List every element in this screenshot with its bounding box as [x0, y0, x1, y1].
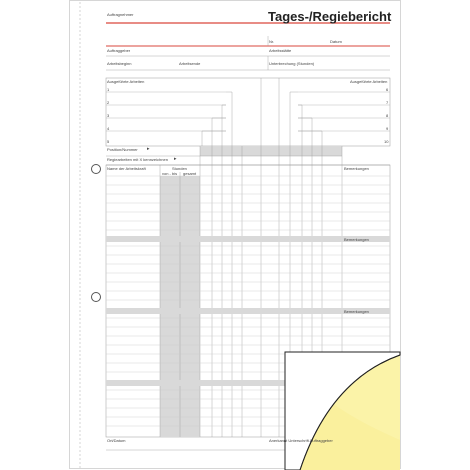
tasks-left-label: Ausgeführte Arbeiten — [107, 79, 145, 84]
task-number: 3 — [107, 113, 110, 118]
task-number: 10 — [384, 139, 389, 144]
worker-name-header: Name der Arbeitskraft — [107, 166, 146, 171]
total-header: gesamt — [183, 171, 197, 176]
task-number: 6 — [386, 87, 389, 92]
form-title: Tages-/Regiebericht — [268, 9, 392, 24]
task-number: 2 — [107, 100, 110, 105]
signature-label: Anerkannt Unterschrift Auftraggeber — [269, 438, 333, 443]
remarks-label: Bemerkungen — [344, 237, 369, 242]
task-number: 8 — [386, 113, 389, 118]
work-end-label: Arbeitsende — [179, 61, 201, 66]
place-date-label: Ort/Datum — [107, 438, 126, 443]
client-label: Auftragnehmer — [107, 12, 134, 17]
remarks-label: Bemerkungen — [344, 309, 369, 314]
arrow-right-icon: ▸ — [174, 156, 177, 162]
no-label: Nr. — [269, 39, 275, 44]
task-number: 7 — [386, 100, 389, 105]
position-label: Position/Nummer — [107, 147, 138, 152]
tasks-right-label: Ausgeführte Arbeiten — [350, 79, 388, 84]
remarks-label: Bemerkungen — [344, 166, 369, 171]
hours-header: Stunden — [172, 166, 187, 171]
contractor-label: Auftraggeber — [107, 48, 131, 53]
task-number: 4 — [107, 126, 110, 131]
task-number: 1 — [107, 87, 110, 92]
regie-label: Regiearbeiten mit X kennzeichnen — [107, 157, 168, 162]
interruption-label: Unterbrechung (Stunden) — [269, 61, 315, 66]
workplace-label: Arbeitsstätte — [269, 48, 292, 53]
arrow-right-icon: ▸ — [147, 146, 150, 152]
from-to-header: von - bis — [162, 171, 178, 176]
task-number: 9 — [386, 126, 389, 131]
task-number: 5 — [107, 139, 110, 144]
date-label: Datum — [330, 39, 342, 44]
punch-hole — [91, 164, 101, 174]
work-start-label: Arbeitsbeginn — [107, 61, 132, 66]
punch-hole — [91, 292, 101, 302]
